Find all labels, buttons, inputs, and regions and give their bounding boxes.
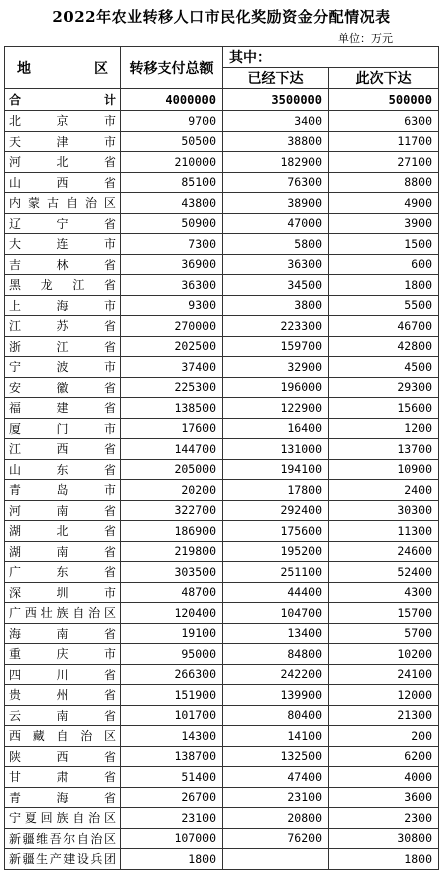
total-cell: 37400 — [121, 357, 223, 378]
total-cell: 270000 — [121, 316, 223, 337]
table-row — [5, 562, 439, 583]
table-row — [5, 336, 439, 357]
this-time-cell: 3900 — [329, 213, 439, 234]
issued-cell: 104700 — [223, 603, 329, 624]
issued-cell: 76200 — [223, 828, 329, 849]
table-row — [5, 357, 439, 378]
region-cell — [5, 500, 121, 521]
total-cell: 17600 — [121, 418, 223, 439]
issued-cell: 14100 — [223, 726, 329, 747]
this-time-cell: 11300 — [329, 521, 439, 542]
this-time-cell: 1500 — [329, 234, 439, 255]
this-time-cell: 200 — [329, 726, 439, 747]
region-cell — [5, 213, 121, 234]
this-time-cell: 12000 — [329, 685, 439, 706]
issued-cell: 194100 — [223, 459, 329, 480]
region-name: 安 徽 省 — [9, 380, 116, 395]
allocation-table — [4, 46, 439, 870]
table-row — [5, 418, 439, 439]
total-cell: 151900 — [121, 685, 223, 706]
region-cell — [5, 521, 121, 542]
total-cell: 43800 — [121, 193, 223, 214]
region-cell — [5, 295, 121, 316]
region-cell — [5, 767, 121, 788]
region-cell — [5, 480, 121, 501]
region-cell — [5, 193, 121, 214]
this-time-cell: 5700 — [329, 623, 439, 644]
total-cell: 322700 — [121, 500, 223, 521]
table-row — [5, 644, 439, 665]
total-cell: 36900 — [121, 254, 223, 275]
issued-cell: 3800 — [223, 295, 329, 316]
region-name: 山 西 省 — [9, 175, 116, 190]
total-cell: 202500 — [121, 336, 223, 357]
this-time-cell: 15700 — [329, 603, 439, 624]
this-time-cell: 15600 — [329, 398, 439, 419]
issued-cell: 38800 — [223, 131, 329, 152]
issued-cell: 242200 — [223, 664, 329, 685]
issued-cell: 32900 — [223, 357, 329, 378]
region-cell — [5, 562, 121, 583]
total-cell: 48700 — [121, 582, 223, 603]
total-cell: 19100 — [121, 623, 223, 644]
region-name: 西 藏 自 治 区 — [9, 729, 116, 744]
table-row — [5, 726, 439, 747]
this-time-cell: 24100 — [329, 664, 439, 685]
region-cell — [5, 377, 121, 398]
total-cell: 219800 — [121, 541, 223, 562]
total-cell: 107000 — [121, 828, 223, 849]
total-cell: 120400 — [121, 603, 223, 624]
issued-cell: 47400 — [223, 767, 329, 788]
region-cell — [5, 582, 121, 603]
total-cell: 95000 — [121, 644, 223, 665]
region-cell — [5, 254, 121, 275]
this-time-cell: 6300 — [329, 111, 439, 132]
region-cell — [5, 664, 121, 685]
region-cell — [5, 418, 121, 439]
issued-cell: 36300 — [223, 254, 329, 275]
table-row — [5, 254, 439, 275]
region-name: 新 疆 维 吾 尔 自 治 区 — [9, 831, 116, 846]
issued-cell: 23100 — [223, 787, 329, 808]
region-cell — [5, 828, 121, 849]
total-cell: 50500 — [121, 131, 223, 152]
region-name: 甘 肃 省 — [9, 770, 116, 785]
this-time-cell: 11700 — [329, 131, 439, 152]
issued-cell: 20800 — [223, 808, 329, 829]
issued-cell: 292400 — [223, 500, 329, 521]
region-name: 浙 江 省 — [9, 339, 116, 354]
total-cell: 225300 — [121, 377, 223, 398]
table-row — [5, 316, 439, 337]
this-time-cell: 5500 — [329, 295, 439, 316]
table-row — [5, 131, 439, 152]
this-time-cell: 1800 — [329, 275, 439, 296]
header-issued: 已经下达 — [223, 68, 329, 89]
total-cell: 9700 — [121, 111, 223, 132]
table-row — [5, 275, 439, 296]
this-time-cell: 4300 — [329, 582, 439, 603]
table-row — [5, 828, 439, 849]
table-row — [5, 746, 439, 767]
issued-cell: 76300 — [223, 172, 329, 193]
region-name: 上 海 市 — [9, 298, 116, 313]
region-cell — [5, 357, 121, 378]
issued-cell: 251100 — [223, 562, 329, 583]
region-name: 厦 门 市 — [9, 421, 116, 436]
issued-cell: 139900 — [223, 685, 329, 706]
total-cell: 138700 — [121, 746, 223, 767]
this-time-cell: 10200 — [329, 644, 439, 665]
issued-cell: 132500 — [223, 746, 329, 767]
region-name: 湖 北 省 — [9, 524, 116, 539]
table-row — [5, 705, 439, 726]
region-cell — [5, 541, 121, 562]
table-row — [5, 193, 439, 214]
total-cell: 50900 — [121, 213, 223, 234]
region-name: 深 圳 市 — [9, 585, 116, 600]
this-time-cell: 29300 — [329, 377, 439, 398]
region-cell — [5, 398, 121, 419]
total-cell: 36300 — [121, 275, 223, 296]
issued-cell: 196000 — [223, 377, 329, 398]
this-time-cell: 30300 — [329, 500, 439, 521]
region-cell — [5, 746, 121, 767]
this-time-cell: 27100 — [329, 152, 439, 173]
this-time-cell: 600 — [329, 254, 439, 275]
table-row — [5, 172, 439, 193]
region-name: 福 建 省 — [9, 401, 116, 416]
issued-cell: 80400 — [223, 705, 329, 726]
total-cell: 266300 — [121, 664, 223, 685]
region-cell — [5, 603, 121, 624]
region-name: 云 南 省 — [9, 708, 116, 723]
this-time-cell: 3600 — [329, 787, 439, 808]
this-time-cell: 30800 — [329, 828, 439, 849]
region-name: 河 北 省 — [9, 155, 116, 170]
region-cell — [5, 234, 121, 255]
table-row — [5, 213, 439, 234]
this-time-cell: 13700 — [329, 439, 439, 460]
total-cell: 14300 — [121, 726, 223, 747]
issued-cell: 34500 — [223, 275, 329, 296]
region-cell — [5, 644, 121, 665]
total-cell: 1800 — [121, 849, 223, 870]
header-of-which: 其中： — [223, 47, 439, 68]
region-name: 青 岛 市 — [9, 483, 116, 498]
this-time-cell: 2300 — [329, 808, 439, 829]
issued-cell — [223, 849, 329, 870]
this-time-cell: 52400 — [329, 562, 439, 583]
total-cell: 186900 — [121, 521, 223, 542]
region-cell — [5, 152, 121, 173]
region-cell — [5, 131, 121, 152]
region-cell — [5, 172, 121, 193]
table-row — [5, 398, 439, 419]
total-cell: 26700 — [121, 787, 223, 808]
this-time-cell: 4900 — [329, 193, 439, 214]
table-row — [5, 459, 439, 480]
total-cell: 205000 — [121, 459, 223, 480]
region-cell — [5, 705, 121, 726]
region-cell — [5, 459, 121, 480]
table-row — [5, 582, 439, 603]
region-name: 贵 州 省 — [9, 688, 116, 703]
table-row — [5, 377, 439, 398]
region-cell — [5, 787, 121, 808]
table-row — [5, 685, 439, 706]
region-name: 宁 夏 回 族 自 治 区 — [9, 811, 116, 826]
this-time-cell: 46700 — [329, 316, 439, 337]
region-cell — [5, 685, 121, 706]
issued-cell: 84800 — [223, 644, 329, 665]
total-cell: 23100 — [121, 808, 223, 829]
total-cell: 9300 — [121, 295, 223, 316]
region-name: 重 庆 市 — [9, 647, 116, 662]
total-cell: 210000 — [121, 152, 223, 173]
region-cell — [5, 808, 121, 829]
table-row — [5, 295, 439, 316]
total-issued: 3500000 — [223, 89, 329, 111]
this-time-cell: 24600 — [329, 541, 439, 562]
page-title: 2022年农业转移人口市民化奖励资金分配情况表 — [52, 8, 391, 26]
this-time-cell: 1200 — [329, 418, 439, 439]
issued-cell: 3400 — [223, 111, 329, 132]
table-row — [5, 111, 439, 132]
region-cell — [5, 316, 121, 337]
region-name: 辽 宁 省 — [9, 216, 116, 231]
issued-cell: 13400 — [223, 623, 329, 644]
table-row — [5, 541, 439, 562]
total-cell: 85100 — [121, 172, 223, 193]
total-cell: 303500 — [121, 562, 223, 583]
region-name: 吉 林 省 — [9, 257, 116, 272]
issued-cell: 195200 — [223, 541, 329, 562]
table-row — [5, 439, 439, 460]
total-label: 合 计 — [5, 89, 121, 111]
region-cell — [5, 849, 121, 870]
table-row — [5, 787, 439, 808]
table-row — [5, 480, 439, 501]
region-cell — [5, 111, 121, 132]
this-time-cell: 4000 — [329, 767, 439, 788]
table-row — [5, 849, 439, 870]
total-cell: 7300 — [121, 234, 223, 255]
header-total: 转移支付总额 — [121, 47, 223, 89]
region-name: 青 海 省 — [9, 790, 116, 805]
region-name: 湖 南 省 — [9, 544, 116, 559]
this-time-cell: 42800 — [329, 336, 439, 357]
issued-cell: 47000 — [223, 213, 329, 234]
total-amount: 4000000 — [121, 89, 223, 111]
issued-cell: 38900 — [223, 193, 329, 214]
table-row — [5, 152, 439, 173]
this-time-cell: 10900 — [329, 459, 439, 480]
issued-cell: 122900 — [223, 398, 329, 419]
header-this-time: 此次下达 — [329, 68, 439, 89]
issued-cell: 223300 — [223, 316, 329, 337]
region-name: 大 连 市 — [9, 237, 116, 252]
region-name: 宁 波 市 — [9, 360, 116, 375]
table-row — [5, 521, 439, 542]
this-time-cell: 21300 — [329, 705, 439, 726]
table-row — [5, 603, 439, 624]
total-cell: 20200 — [121, 480, 223, 501]
region-cell — [5, 726, 121, 747]
header-region: 地 区 — [5, 47, 121, 89]
total-row — [5, 89, 439, 111]
region-name: 黑 龙 江 省 — [9, 278, 116, 293]
region-cell — [5, 275, 121, 296]
table-row — [5, 623, 439, 644]
region-cell — [5, 623, 121, 644]
region-name: 山 东 省 — [9, 462, 116, 477]
region-name: 北 京 市 — [9, 114, 116, 129]
this-time-cell: 4500 — [329, 357, 439, 378]
total-cell: 101700 — [121, 705, 223, 726]
table-row — [5, 767, 439, 788]
this-time-cell: 8800 — [329, 172, 439, 193]
this-time-cell: 6200 — [329, 746, 439, 767]
region-cell — [5, 439, 121, 460]
region-name: 四 川 省 — [9, 667, 116, 682]
total-this-time: 500000 — [329, 89, 439, 111]
issued-cell: 16400 — [223, 418, 329, 439]
issued-cell: 159700 — [223, 336, 329, 357]
table-row — [5, 664, 439, 685]
total-cell: 144700 — [121, 439, 223, 460]
unit-label: 单位：万元 — [338, 32, 393, 45]
this-time-cell: 1800 — [329, 849, 439, 870]
table-row — [5, 234, 439, 255]
region-cell — [5, 336, 121, 357]
issued-cell: 44400 — [223, 582, 329, 603]
region-name: 陕 西 省 — [9, 749, 116, 764]
issued-cell: 17800 — [223, 480, 329, 501]
region-name: 内 蒙 古 自 治 区 — [9, 196, 116, 211]
region-name: 江 西 省 — [9, 442, 116, 457]
total-cell: 51400 — [121, 767, 223, 788]
total-cell: 138500 — [121, 398, 223, 419]
region-name: 广 东 省 — [9, 565, 116, 580]
region-name: 江 苏 省 — [9, 319, 116, 334]
region-name: 海 南 省 — [9, 626, 116, 641]
issued-cell: 5800 — [223, 234, 329, 255]
region-name: 新 疆 生 产 建 设 兵 团 — [9, 852, 116, 867]
this-time-cell: 2400 — [329, 480, 439, 501]
issued-cell: 182900 — [223, 152, 329, 173]
region-name: 广 西 壮 族 自 治 区 — [9, 606, 116, 621]
issued-cell: 175600 — [223, 521, 329, 542]
table-row — [5, 808, 439, 829]
table-row — [5, 500, 439, 521]
region-name: 天 津 市 — [9, 134, 116, 149]
issued-cell: 131000 — [223, 439, 329, 460]
region-name: 河 南 省 — [9, 503, 116, 518]
